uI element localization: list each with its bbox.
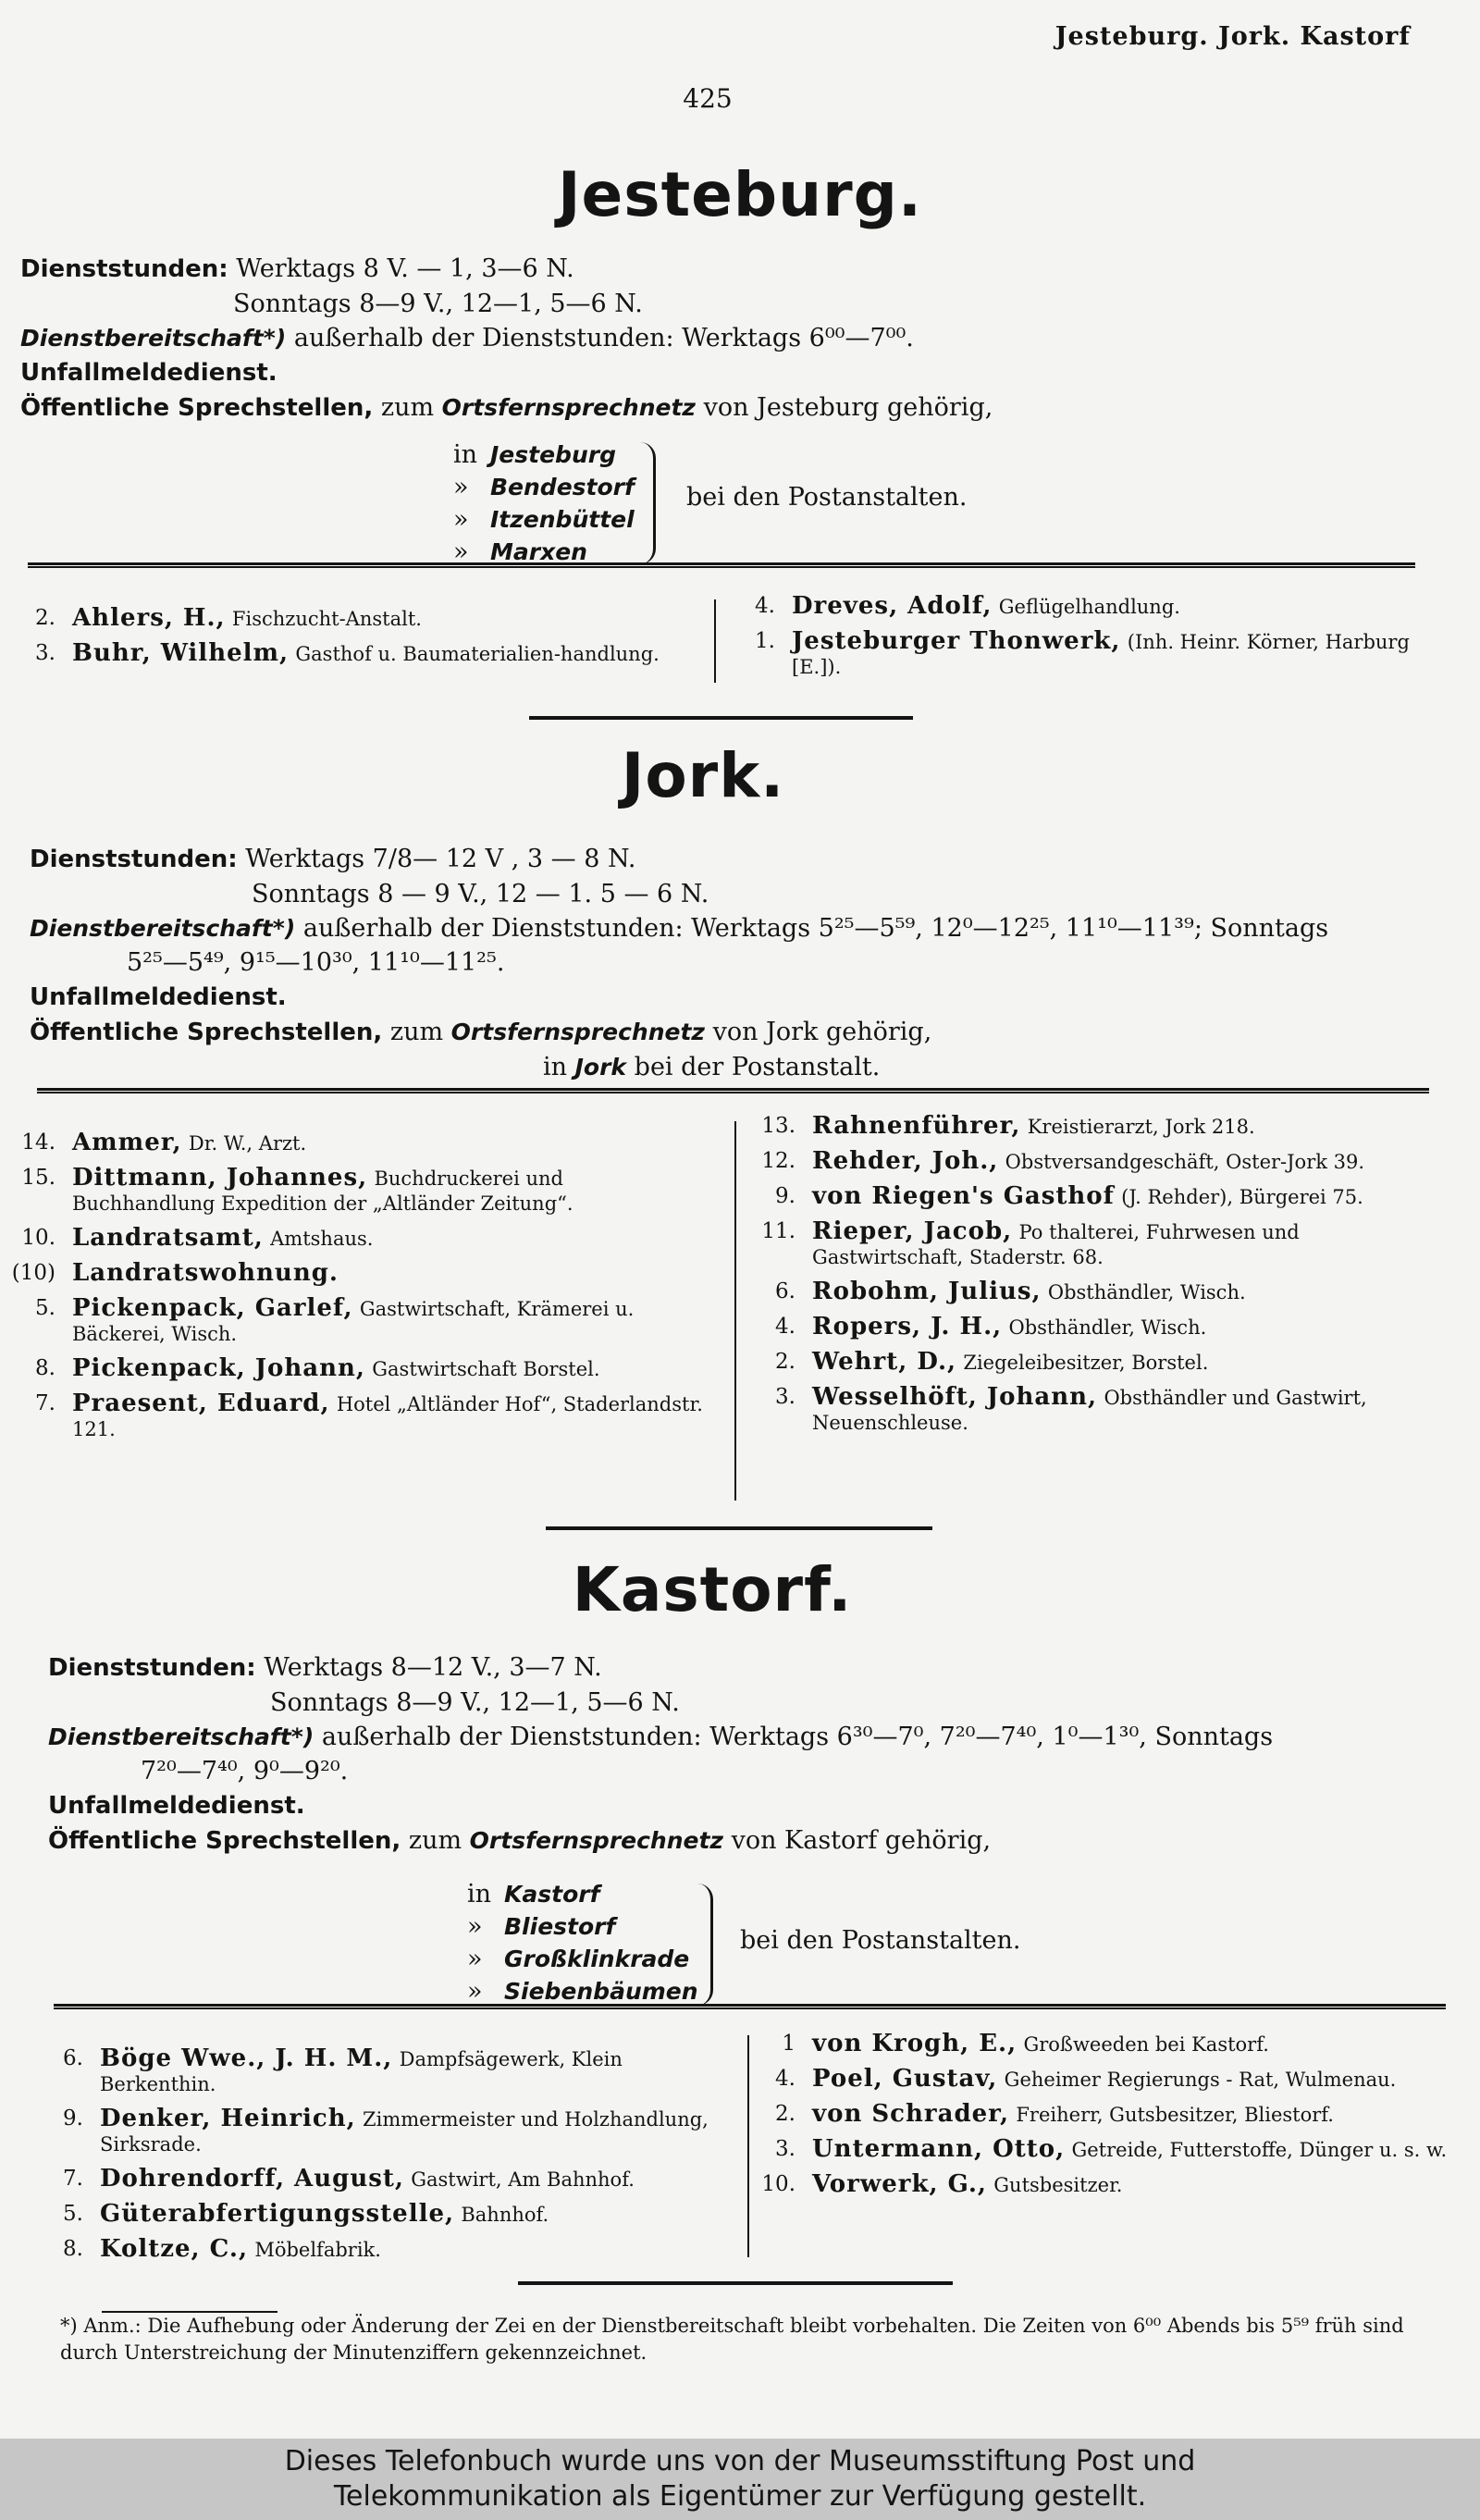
- sprech-net: Ortsfernsprechnetz: [441, 394, 696, 421]
- entry-name: Wehrt, D.,: [812, 1348, 957, 1376]
- sprech-end: von Kastorf gehörig,: [731, 1826, 992, 1855]
- entry-number: (10): [11, 1261, 56, 1285]
- sprech-end: von Jesteburg gehörig,: [703, 393, 993, 422]
- entry-desc: Gasthof u. Baumaterialien-handlung.: [295, 643, 660, 665]
- entry-name: Pickenpack, Johann,: [72, 1354, 365, 1382]
- entry-number: 9.: [775, 1184, 796, 1208]
- jesteburg-right-column: [720, 594, 1423, 689]
- unfall-label: Unfallmeldedienst.: [20, 359, 278, 387]
- entry-name: von Riegen's Gasthof: [812, 1182, 1115, 1210]
- list-item: [740, 2102, 1452, 2128]
- entry-number: 5.: [63, 2202, 83, 2226]
- entry-number: 4.: [775, 1315, 796, 1339]
- entry-number: 13.: [761, 1114, 796, 1138]
- entry-desc: Dr. W., Arzt.: [188, 1132, 307, 1155]
- sprech-place: Jork: [574, 1054, 627, 1081]
- entry-number: 2.: [775, 2102, 796, 2126]
- entry-name: Wesselhöft, Johann,: [812, 1383, 1098, 1411]
- entry-number: 1: [782, 2032, 796, 2056]
- sprech-note: bei der Postanstalt.: [634, 1053, 881, 1081]
- entry-name: Pickenpack, Garlef,: [72, 1294, 353, 1322]
- place-prefix: »: [467, 1912, 483, 1941]
- entry-desc: Obsthändler und Gastwirt, Neuenschleuse.: [812, 1387, 1367, 1434]
- place-name: Siebenbäumen: [504, 1978, 698, 2005]
- list-item: [0, 1166, 712, 1217]
- entry-desc: Gastwirtschaft Borstel.: [372, 1358, 600, 1380]
- entry-name: Landratsamt,: [72, 1224, 264, 1252]
- list-item: [740, 2172, 1452, 2198]
- dienststunden-line-1: Werktags 8 V. — 1, 3—6 N.: [236, 254, 574, 283]
- list-item: [0, 1261, 712, 1287]
- entry-desc: Dampfsägewerk, Klein Berkenthin.: [100, 2048, 623, 2095]
- list-item: [740, 1114, 1436, 1140]
- list-item: [740, 1149, 1436, 1175]
- list-item: [0, 1296, 712, 1347]
- entry-desc: Geflügelhandlung.: [998, 596, 1180, 618]
- entry-number: 10.: [761, 2172, 796, 2196]
- list-item: [0, 1391, 712, 1442]
- entry-number: 1.: [755, 629, 775, 653]
- list-item: [740, 1315, 1436, 1340]
- entry-desc: Buchdruckerei und Buchhandlung Expedition der „Altländer Zeitung“.: [72, 1167, 574, 1215]
- place-name: Marxen: [490, 538, 587, 565]
- entry-number: 11.: [761, 1219, 796, 1243]
- bereitschaft-label: Dienstbereitschaft*): [30, 915, 296, 942]
- entry-name: Ammer,: [72, 1129, 182, 1156]
- sprech-mid: zum: [389, 1018, 444, 1046]
- entry-desc: Kreistierarzt, Jork 218.: [1027, 1116, 1255, 1138]
- list-item: [740, 1184, 1436, 1210]
- dienststunden-line-2: Sonntags 8—9 V., 12—1, 5—6 N.: [270, 1688, 680, 1717]
- list-item: [0, 1130, 712, 1156]
- list-item: [0, 1226, 712, 1252]
- list-item: [740, 1279, 1436, 1305]
- section-rule: [37, 1088, 1429, 1093]
- place-name: Itzenbüttel: [490, 506, 635, 533]
- jesteburg-left-column: [0, 606, 666, 676]
- entry-desc: (Inh. Heinr. Körner, Harburg [E.]).: [792, 631, 1410, 678]
- section-separator: [529, 716, 913, 720]
- entry-desc: (J. Rehder), Bürgerei 75.: [1121, 1186, 1363, 1208]
- entry-desc: Zimmermeister und Holzhandlung, Sirksrade.: [100, 2108, 709, 2156]
- section-rule: [28, 562, 1415, 568]
- entry-desc: Hotel „Altländer Hof“, Staderlandstr. 121.: [72, 1393, 703, 1440]
- entry-desc: Möbelfabrik.: [254, 2239, 381, 2261]
- entry-number: 8.: [63, 2237, 83, 2261]
- page-number: 425: [683, 83, 733, 114]
- bereitschaft-text: außerhalb der Dienststunden: Werktags 6³⁰—7⁰, 7²⁰—7⁴⁰, 1⁰—1³⁰, Sonntags: [321, 1723, 1274, 1751]
- jesteburg-places: [453, 439, 635, 568]
- entry-number: 5.: [35, 1296, 56, 1320]
- entry-name: Untermann, Otto,: [812, 2135, 1066, 2163]
- sprech-label: Öffentliche Sprechstellen,: [30, 1019, 383, 1046]
- entry-number: 6.: [63, 2046, 83, 2070]
- entry-name: Dreves, Adolf,: [792, 592, 993, 620]
- entry-desc: Obsthändler, Wisch.: [1008, 1316, 1207, 1339]
- list-item: [28, 2237, 740, 2263]
- entry-name: Denker, Heinrich,: [100, 2105, 356, 2132]
- entry-number: 15.: [21, 1166, 56, 1190]
- bereitschaft-text: außerhalb der Dienststunden: Werktags 5²⁵—5⁵⁹, 12⁰—12²⁵, 11¹⁰—11³⁹; Sonntags: [302, 914, 1329, 943]
- bereitschaft-text-2: 7²⁰—7⁴⁰, 9⁰—9²⁰.: [141, 1757, 349, 1785]
- place-prefix: in: [467, 1880, 492, 1909]
- list-item: [740, 1385, 1436, 1436]
- unfall-label: Unfallmeldedienst.: [30, 983, 287, 1011]
- entry-desc: Getreide, Futterstoffe, Dünger u. s. w.: [1071, 2139, 1448, 2161]
- entry-number: 3.: [775, 2137, 796, 2161]
- copyright-banner: [0, 2439, 1480, 2520]
- entry-desc: Geheimer Regierungs - Rat, Wulmenau.: [1004, 2069, 1397, 2091]
- entry-desc: Fischzucht-Anstalt.: [231, 608, 422, 630]
- list-item: [28, 2046, 740, 2097]
- entry-name: Robohm, Julius,: [812, 1278, 1042, 1305]
- brace: [640, 442, 656, 564]
- unfall-label: Unfallmeldedienst.: [48, 1792, 305, 1820]
- column-divider: [734, 1121, 736, 1501]
- list-item: [740, 2137, 1452, 2163]
- kastorf-info: [48, 1650, 1454, 1859]
- place-prefix: »: [453, 505, 469, 534]
- bereitschaft-text: außerhalb der Dienststunden: Werktags 6⁰⁰—7⁰⁰.: [293, 324, 914, 352]
- sprech-net: Ortsfernsprechnetz: [450, 1019, 705, 1045]
- entry-number: 7.: [63, 2167, 83, 2191]
- banner-line-2: Telekommunikation als Eigentümer zur Verfügung gestellt.: [333, 2480, 1147, 2513]
- sprech-in: in: [543, 1053, 568, 1081]
- kastorf-left-column: [28, 2046, 740, 2272]
- place-name: Bendestorf: [490, 474, 635, 500]
- entry-name: von Krogh, E.,: [812, 2030, 1018, 2057]
- entry-desc: Bahnhof.: [461, 2204, 549, 2226]
- entry-number: 10.: [21, 1226, 56, 1250]
- dienststunden-line-1: Werktags 8—12 V., 3—7 N.: [264, 1653, 602, 1682]
- section-separator: [546, 1526, 932, 1530]
- list-item: [28, 2202, 740, 2228]
- place-prefix: »: [467, 1945, 483, 1973]
- list-item: [740, 1219, 1436, 1270]
- place-name: Kastorf: [504, 1881, 600, 1908]
- entry-name: Praesent, Eduard,: [72, 1390, 330, 1417]
- place-name: Großklinkrade: [504, 1946, 690, 1972]
- entry-number: 6.: [775, 1279, 796, 1303]
- entry-name: Jesteburger Thonwerk,: [792, 627, 1121, 655]
- dienststunden-line-2: Sonntags 8—9 V., 12—1, 5—6 N.: [233, 290, 643, 318]
- sprech-label: Öffentliche Sprechstellen,: [48, 1827, 401, 1855]
- list-item: [0, 606, 666, 632]
- banner-line-1: Dieses Telefonbuch wurde uns von der Museumsstiftung Post und: [284, 2445, 1196, 2477]
- entry-name: Dittmann, Johannes,: [72, 1164, 368, 1192]
- entry-desc: Po thalterei, Fuhrwesen und Gastwirtschaft, Staderstr. 68.: [812, 1221, 1300, 1268]
- entry-desc: Obsthändler, Wisch.: [1047, 1281, 1246, 1303]
- bereitschaft-text-2: 5²⁵—5⁴⁹, 9¹⁵—10³⁰, 11¹⁰—11²⁵.: [127, 948, 505, 977]
- jesteburg-info: [20, 252, 1408, 426]
- entry-name: Rieper, Jacob,: [812, 1217, 1013, 1245]
- entry-name: von Schrader,: [812, 2100, 1010, 2128]
- entry-desc: Gastwirtschaft, Krämerei u. Bäckerei, Wisch.: [72, 1298, 635, 1345]
- dienststunden-line-1: Werktags 7/8— 12 V , 3 — 8 N.: [245, 845, 636, 873]
- town-title-jesteburg: Jesteburg.: [557, 159, 922, 230]
- dienststunden-label: Dienststunden:: [30, 846, 238, 873]
- dienststunden-line-2: Sonntags 8 — 9 V., 12 — 1. 5 — 6 N.: [252, 880, 709, 908]
- entry-desc: Ziegeleibesitzer, Borstel.: [963, 1352, 1209, 1374]
- list-item: [740, 2067, 1452, 2093]
- entry-desc: Gutsbesitzer.: [993, 2174, 1123, 2196]
- list-item: [28, 2106, 740, 2157]
- place-prefix: »: [453, 537, 469, 566]
- jork-info: [30, 842, 1436, 1084]
- entry-name: Dohrendorff, August,: [100, 2165, 404, 2193]
- kastorf-right-column: [740, 2032, 1452, 2207]
- entry-name: Rehder, Joh.,: [812, 1147, 999, 1175]
- footnote: *) Anm.: Die Aufhebung oder Änderung der Zei en der Dienstbereitschaft bleibt vorbehalten. Die Zeiten von 6⁰⁰ Abends bis 5⁵⁹ früh sind durch Unterstreichung der Minutenziffern gekennzeichnet.: [60, 2315, 1404, 2364]
- place-prefix: »: [467, 1977, 483, 2006]
- entry-name: Vorwerk, G.,: [812, 2170, 987, 2198]
- place-name: Jesteburg: [490, 441, 616, 468]
- kastorf-places: [467, 1878, 698, 2007]
- list-item: [0, 1356, 712, 1382]
- section-separator: [518, 2281, 953, 2285]
- entry-name: Poel, Gustav,: [812, 2065, 998, 2093]
- dienststunden-label: Dienststunden:: [20, 255, 228, 283]
- entry-number: 2.: [775, 1350, 796, 1374]
- entry-desc: Amtshaus.: [270, 1228, 374, 1250]
- list-item: [720, 594, 1423, 620]
- list-item: [0, 641, 666, 667]
- entry-name: Böge Wwe., J. H. M.,: [100, 2044, 393, 2072]
- place-prefix: in: [453, 440, 478, 469]
- list-item: [740, 1350, 1436, 1376]
- entry-number: 2.: [35, 606, 56, 630]
- entry-number: 3.: [775, 1385, 796, 1409]
- jork-right-column: [740, 1114, 1436, 1445]
- entry-name: Rahnenführer,: [812, 1112, 1021, 1140]
- running-head: Jesteburg. Jork. Kastorf: [1054, 22, 1411, 51]
- entry-desc: Gastwirt, Am Bahnhof.: [411, 2168, 635, 2191]
- entry-number: 7.: [35, 1391, 56, 1415]
- list-item: [28, 2167, 740, 2193]
- entry-number: 3.: [35, 641, 56, 665]
- place-prefix: »: [453, 473, 469, 501]
- entry-desc: Großweeden bei Kastorf.: [1023, 2033, 1269, 2056]
- list-item: [740, 2032, 1452, 2057]
- town-title-jork: Jork.: [621, 740, 785, 811]
- entry-number: 12.: [761, 1149, 796, 1173]
- places-note: bei den Postanstalten.: [686, 483, 968, 512]
- entry-number: 4.: [775, 2067, 796, 2091]
- dienststunden-label: Dienststunden:: [48, 1654, 256, 1682]
- jork-left-column: [0, 1130, 712, 1451]
- brace: [697, 1884, 713, 2006]
- sprech-label: Öffentliche Sprechstellen,: [20, 394, 374, 422]
- entry-number: 4.: [755, 594, 775, 618]
- entry-name: Ahlers, H.,: [72, 604, 226, 632]
- place-name: Bliestorf: [504, 1913, 616, 1940]
- entry-name: Landratswohnung.: [72, 1259, 339, 1287]
- town-title-kastorf: Kastorf.: [572, 1554, 853, 1625]
- entry-name: Ropers, J. H.,: [812, 1313, 1003, 1340]
- sprech-end: von Jork gehörig,: [712, 1018, 932, 1046]
- entry-number: 8.: [35, 1356, 56, 1380]
- section-rule: [54, 2004, 1446, 2009]
- entry-desc: Obstversandgeschäft, Oster-Jork 39.: [1005, 1151, 1365, 1173]
- sprech-mid: zum: [380, 393, 435, 422]
- sprech-net: Ortsfernsprechnetz: [469, 1827, 723, 1854]
- entry-number: 14.: [21, 1130, 56, 1155]
- sprech-mid: zum: [408, 1826, 462, 1855]
- entry-number: 9.: [63, 2106, 83, 2131]
- column-divider: [714, 599, 716, 683]
- bereitschaft-label: Dienstbereitschaft*): [48, 1723, 314, 1750]
- entry-name: Koltze, C.,: [100, 2235, 249, 2263]
- entry-name: Güterabfertigungsstelle,: [100, 2200, 455, 2228]
- places-note: bei den Postanstalten.: [740, 1926, 1021, 1955]
- bereitschaft-label: Dienstbereitschaft*): [20, 325, 287, 352]
- list-item: [720, 629, 1423, 680]
- entry-desc: Freiherr, Gutsbesitzer, Bliestorf.: [1016, 2104, 1334, 2126]
- entry-name: Buhr, Wilhelm,: [72, 639, 290, 667]
